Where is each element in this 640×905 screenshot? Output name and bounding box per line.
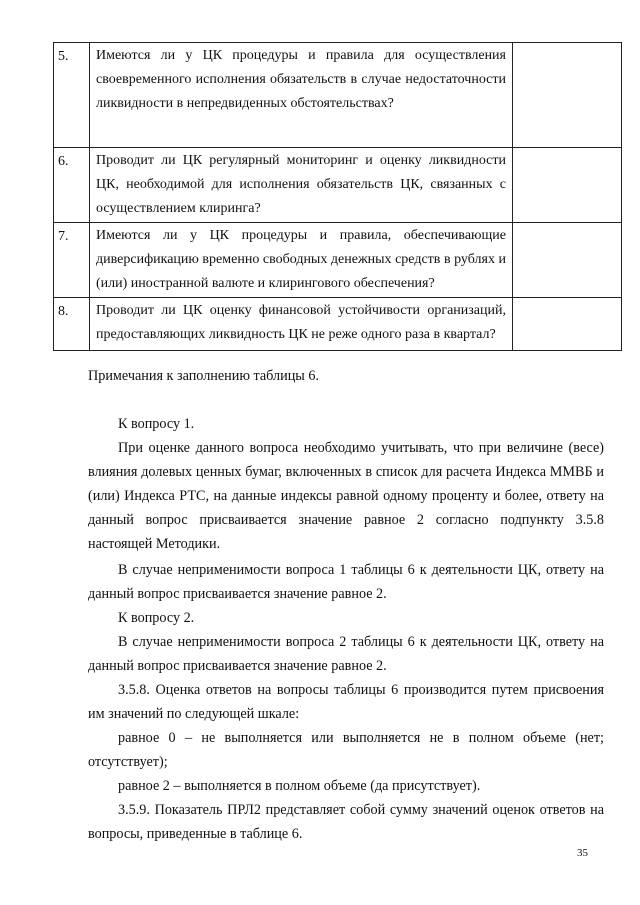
row-number: 8. (54, 298, 90, 351)
paragraph-3-5-9: 3.5.9. Показатель ПРЛ2 представляет собой сумму значений оценок ответов на вопросы, приведенные в таблице 6. (88, 802, 604, 842)
paragraph-3-5-8: 3.5.8. Оценка ответов на вопросы таблицы 6 производится путем присвоения им значений по следующей шкале: (88, 682, 604, 722)
row-answer-cell (513, 148, 622, 223)
table-row (54, 43, 622, 148)
row-question: Проводит ли ЦК регулярный мониторинг и оценку ликвидности ЦК, необходимой для исполнения обязательств ЦК, связанных с осуществлением клиринга? (90, 148, 513, 223)
q2-heading: К вопросу 2. (118, 610, 195, 626)
row-answer-cell (513, 298, 622, 351)
table-row (54, 223, 622, 298)
notes-title: Примечания к заполнению таблицы 6. (88, 368, 320, 384)
row-question: Имеются ли у ЦК процедуры и правила, обеспечивающие диверсификацию временно свободных денежных средств в рублях и (или) иностранной валюте и клирингового обеспечения? (90, 223, 513, 298)
row-question: Имеются ли у ЦК процедуры и правила для осуществления своевременного исполнения обязательств в случае недостаточности ликвидности в непредвиденных обстоятельствах? (90, 43, 513, 148)
row-question: Проводит ли ЦК оценку финансовой устойчивости организаций, предоставляющих ликвидность ЦК не реже одного раза в квартал? (90, 298, 513, 351)
table-row (54, 298, 622, 351)
scale-value-0: равное 0 – не выполняется или выполняется не в полном объеме (нет; отсутствует); (88, 730, 604, 770)
q1-paragraph-1: При оценке данного вопроса необходимо учитывать, что при величине (весе) влияния долевых ценных бумаг, включенных в список для расчета Индекса ММВБ и (или) Индекса РТС, на данные индексы равной одному проценту и более, ответу на данный вопрос присваивается значение равное 2 согласно подпункту 3.5.8 настоящей Методики. (88, 440, 604, 552)
page-number: 35 (577, 847, 588, 859)
row-answer-cell (513, 43, 622, 148)
row-number: 7. (54, 223, 90, 298)
table-row (54, 148, 622, 223)
scale-value-2: равное 2 – выполняется в полном объеме (да присутствует). (118, 778, 481, 794)
row-number: 6. (54, 148, 90, 223)
q1-paragraph-2: В случае неприменимости вопроса 1 таблицы 6 к деятельности ЦК, ответу на данный вопрос присваивается значение равное 2. (88, 562, 604, 602)
row-answer-cell (513, 223, 622, 298)
row-number: 5. (54, 43, 90, 148)
questions-table (53, 42, 622, 351)
q2-paragraph-1: В случае неприменимости вопроса 2 таблицы 6 к деятельности ЦК, ответу на данный вопрос присваивается значение равное 2. (88, 634, 604, 674)
q1-heading: К вопросу 1. (118, 416, 195, 432)
